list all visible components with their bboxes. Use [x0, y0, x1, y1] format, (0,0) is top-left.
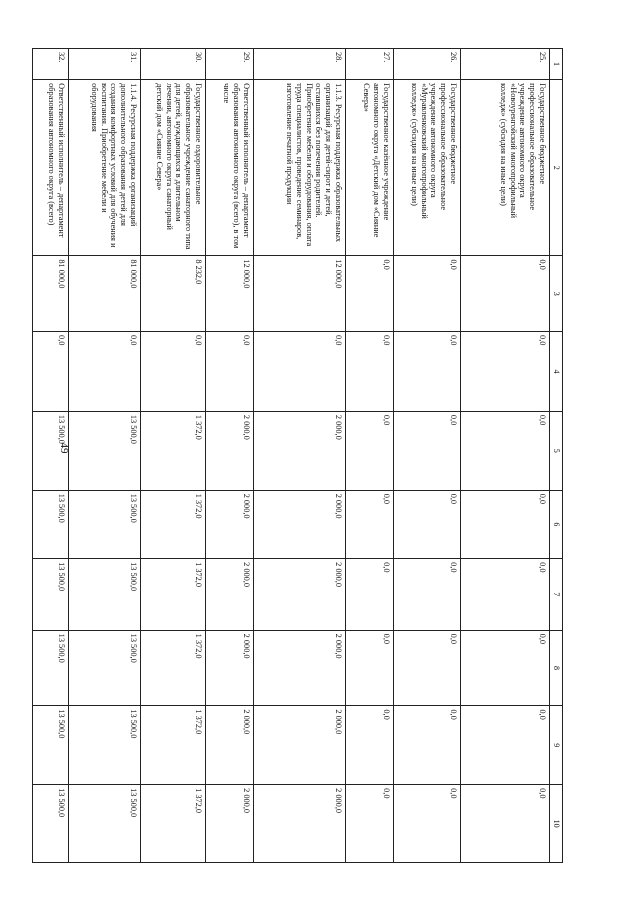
- table-row: [141, 49, 206, 863]
- value-cell: 0,0: [394, 706, 461, 785]
- value-cell: 1 372,0: [141, 559, 206, 631]
- value-cell: 13 500,0: [33, 411, 69, 490]
- value-cell: 12 000,0: [254, 256, 346, 332]
- value-cell: 13 500,0: [33, 559, 69, 631]
- value-cell: 0,0: [346, 490, 394, 558]
- table-row: [33, 49, 69, 863]
- value-cell: 2 000,0: [206, 411, 254, 490]
- value-cell: 0,0: [461, 630, 550, 706]
- table-row: [69, 49, 141, 863]
- column-header: 2: [550, 80, 563, 256]
- row-name-cell: Государственное казённое учреждение автономного округа «Детский дом «Сияние Севера»: [346, 80, 394, 256]
- row-name-cell: 1.1.3. Ресурсная поддержка образовательных организаций для детей-сирот и детей, оставшихся без попечения родителей. Приобретение мебели и оборудования, оплата труда специалистов, проведение семинаров, изготовление печатной продукции: [254, 80, 346, 256]
- value-cell: 1 372,0: [141, 630, 206, 706]
- budget-table: [32, 48, 563, 863]
- table-row: [461, 49, 550, 863]
- value-cell: 0,0: [346, 559, 394, 631]
- table-row: [394, 49, 461, 863]
- value-cell: 13 500,0: [69, 630, 141, 706]
- row-name-cell: Государственное оздоровительное образовательное учреждение санаторного типа для детей, нуждающихся в длительном лечении, автономного округа санаторный детский дом «Сияние Севера»: [141, 80, 206, 256]
- value-cell: 2 000,0: [206, 630, 254, 706]
- value-cell: 2 000,0: [206, 559, 254, 631]
- column-header: 3: [550, 256, 563, 332]
- column-header: 5: [550, 411, 563, 490]
- value-cell: 0,0: [346, 706, 394, 785]
- value-cell: 2 000,0: [206, 490, 254, 558]
- row-name-cell: Ответственный исполнитель – департамент образования автономного округа (всего): [33, 80, 69, 256]
- value-cell: 2 000,0: [254, 785, 346, 863]
- value-cell: 0,0: [346, 332, 394, 412]
- column-header: 10: [550, 785, 563, 863]
- value-cell: 0,0: [461, 559, 550, 631]
- value-cell: 0,0: [394, 332, 461, 412]
- row-number-cell: 25.: [461, 49, 550, 80]
- value-cell: 0,0: [461, 706, 550, 785]
- value-cell: 0,0: [346, 411, 394, 490]
- row-number-cell: 28.: [254, 49, 346, 80]
- value-cell: 2 000,0: [206, 706, 254, 785]
- value-cell: 0,0: [394, 490, 461, 558]
- value-cell: 1 372,0: [141, 706, 206, 785]
- value-cell: 0,0: [394, 256, 461, 332]
- value-cell: 2 000,0: [206, 785, 254, 863]
- table-body: [33, 49, 550, 863]
- table-row: [346, 49, 394, 863]
- value-cell: 1 372,0: [141, 490, 206, 558]
- value-cell: 0,0: [461, 256, 550, 332]
- column-header: 9: [550, 706, 563, 785]
- row-name-cell: Ответственный исполнитель – департамент образования автономного округа (всего), в том числе: [206, 80, 254, 256]
- page-number: 49: [58, 442, 70, 454]
- value-cell: 0,0: [254, 332, 346, 412]
- row-number-cell: 26.: [394, 49, 461, 80]
- value-cell: 81 000,0: [69, 256, 141, 332]
- value-cell: 13 500,0: [69, 559, 141, 631]
- row-name-cell: 1.1.4. Ресурсная поддержка организаций дополнительного образования детей для создания комфортных условий для обучения и воспитания. Приобретение мебели и оборудования: [69, 80, 141, 256]
- value-cell: 81 000,0: [33, 256, 69, 332]
- value-cell: 0,0: [346, 630, 394, 706]
- value-cell: 0,0: [346, 785, 394, 863]
- table-row: [206, 49, 254, 863]
- value-cell: 12 000,0: [206, 256, 254, 332]
- value-cell: 13 500,0: [69, 706, 141, 785]
- value-cell: 13 500,0: [33, 630, 69, 706]
- value-cell: 0,0: [33, 332, 69, 412]
- value-cell: 0,0: [394, 559, 461, 631]
- value-cell: 2 000,0: [254, 630, 346, 706]
- value-cell: 0,0: [394, 785, 461, 863]
- value-cell: 1 372,0: [141, 785, 206, 863]
- value-cell: 0,0: [346, 256, 394, 332]
- value-cell: 2 000,0: [254, 559, 346, 631]
- row-number-cell: 29.: [206, 49, 254, 80]
- row-name-cell: Государственное бюджетное профессиональное образовательное учреждение автономного округа «Новоуренгойский многопрофильный колледж» (субсидия на иные цели): [461, 80, 550, 256]
- column-header: 7: [550, 559, 563, 631]
- value-cell: 0,0: [461, 490, 550, 558]
- row-number-cell: 32.: [33, 49, 69, 80]
- value-cell: 0,0: [394, 630, 461, 706]
- value-cell: 0,0: [394, 411, 461, 490]
- column-header: 1: [550, 49, 563, 80]
- value-cell: 0,0: [461, 332, 550, 412]
- value-cell: 2 000,0: [254, 411, 346, 490]
- value-cell: 13 500,0: [33, 490, 69, 558]
- row-number-cell: 31.: [69, 49, 141, 80]
- row-number-cell: 30.: [141, 49, 206, 80]
- value-cell: 0,0: [461, 411, 550, 490]
- value-cell: 0,0: [141, 332, 206, 412]
- column-header: 8: [550, 630, 563, 706]
- value-cell: 8 232,0: [141, 256, 206, 332]
- row-number-cell: 27.: [346, 49, 394, 80]
- table-row: [254, 49, 346, 863]
- value-cell: 2 000,0: [254, 706, 346, 785]
- value-cell: 13 500,0: [33, 706, 69, 785]
- row-name-cell: Государственное бюджетное профессиональное образовательное учреждение автономного округа «Муравленковский многопрофильный колледж» (субсидия на иные цели): [394, 80, 461, 256]
- value-cell: 0,0: [461, 785, 550, 863]
- value-cell: 1 372,0: [141, 411, 206, 490]
- value-cell: 13 500,0: [69, 785, 141, 863]
- value-cell: 13 500,0: [69, 411, 141, 490]
- header-row: [550, 49, 563, 863]
- value-cell: 2 000,0: [254, 490, 346, 558]
- column-header: 4: [550, 332, 563, 412]
- column-header: 6: [550, 490, 563, 558]
- table-header: [550, 49, 563, 863]
- value-cell: 0,0: [69, 332, 141, 412]
- value-cell: 13 500,0: [33, 785, 69, 863]
- value-cell: 0,0: [206, 332, 254, 412]
- value-cell: 13 500,0: [69, 490, 141, 558]
